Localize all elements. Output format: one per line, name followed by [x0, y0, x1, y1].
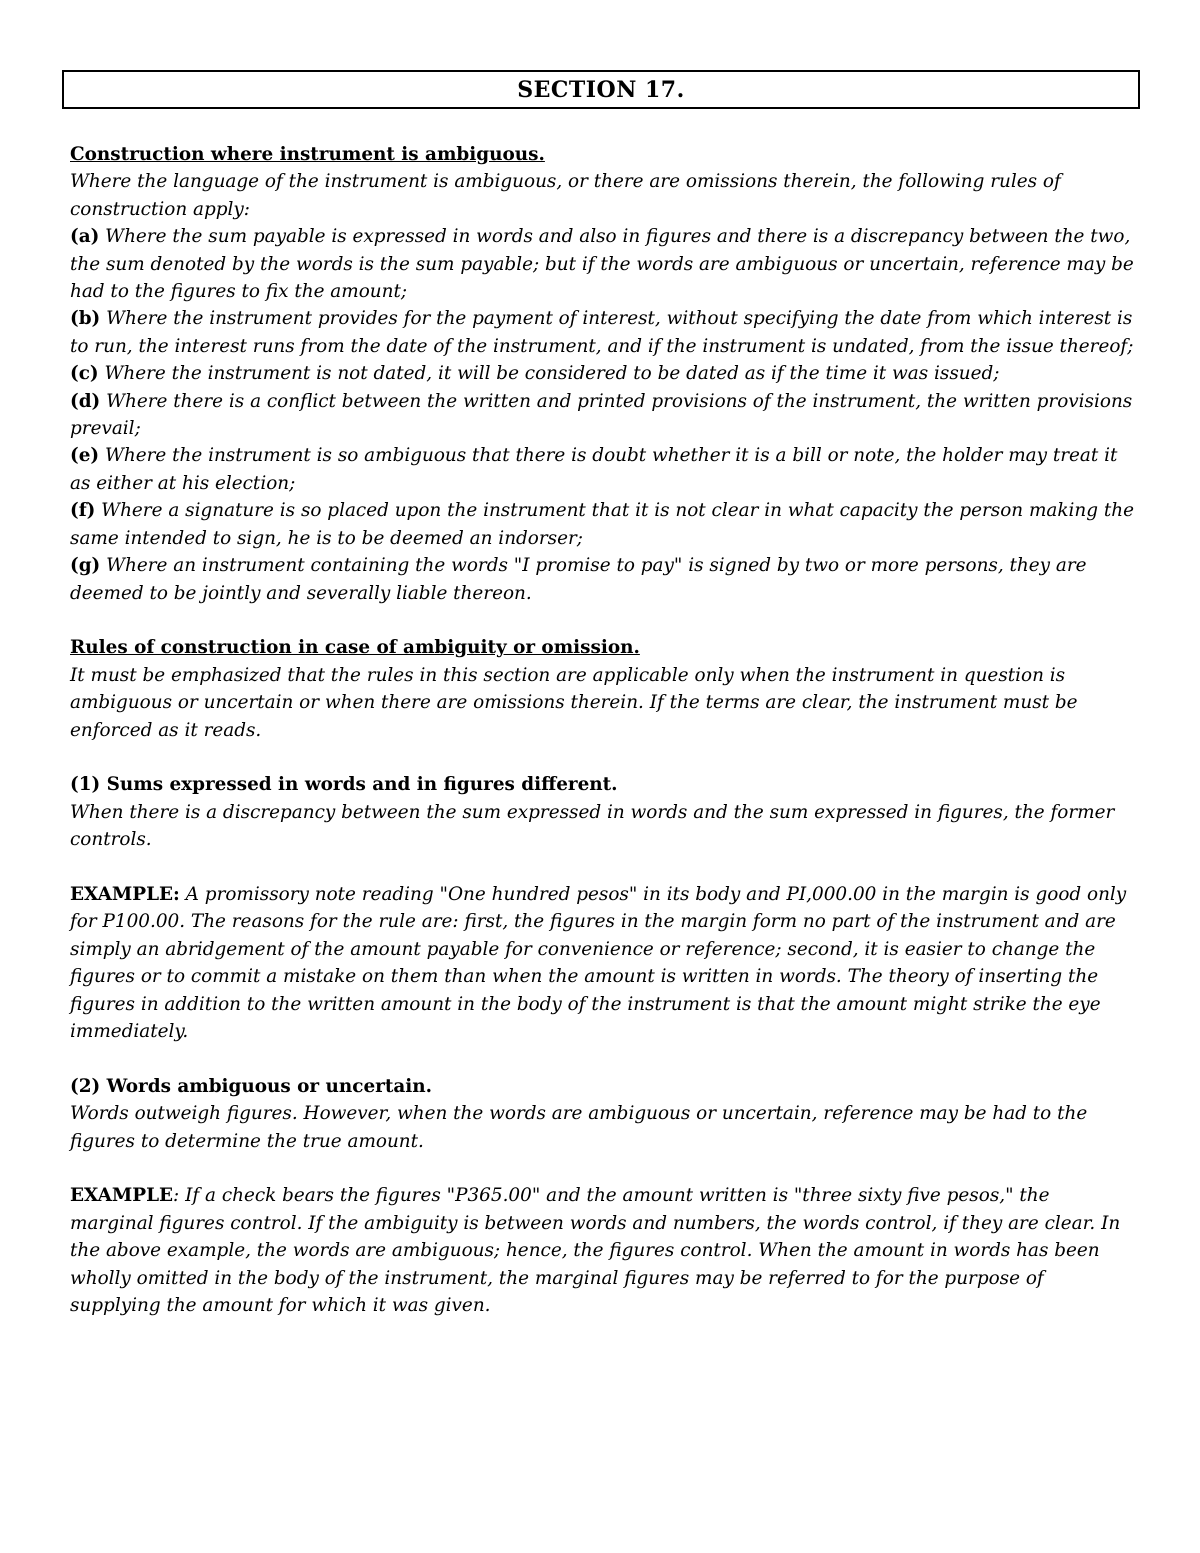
words-ambiguous-text: Words outweigh figures. However, when the words are ambiguous or uncertain, reference may be had to the figures to determine the true amount. — [70, 1103, 1088, 1152]
sums-different-text: When there is a discrepancy between the sum expressed in words and the sum expressed in figures, the former controls. — [70, 801, 1115, 851]
spacer — [70, 854, 1136, 881]
spacer — [70, 1045, 1136, 1072]
rule-item — [70, 552, 1136, 607]
rule-text: Where a signature is so placed upon the instrument that it is not clear in what capacity the person making the same intended to sign, he is to be deemed an indorser; — [70, 500, 1134, 549]
document-page — [62, 70, 1140, 1319]
words-ambiguous-heading: (2) Words ambiguous or uncertain. — [70, 1075, 433, 1097]
rule-text: Where the instrument provides for the payment of interest, without specifying the date from which interest is to run, the interest runs from the date of the instrument, and if the instrument is undated, from the issue thereof; — [70, 308, 1134, 357]
rule-label: (a) — [70, 226, 100, 248]
rule-text: Where the instrument is so ambiguous that there is doubt whether it is a bill or note, the holder may treat it as either at his election; — [70, 445, 1118, 494]
construction-heading: Construction where instrument is ambiguous. — [70, 144, 545, 165]
example-label: EXAMPLE — [70, 1185, 174, 1207]
example-text: A promissory note reading "One hundred pesos" in its body and PI,000.00 in the margin is good only for P100.00. The reasons for the rule are: first, the figures in the margin form no part of the instrument and are simply an abridgement of the amount payable for convenience or reference; second, it is easier to change the figures or to commit a mistake on them than when the amount is written in words. The theory of inserting the figures in addition to the written amount in the body of the instrument is that the amount might strike the eye immediately. — [70, 883, 1127, 1042]
rule-text: Where the instrument is not dated, it will be considered to be dated as if the time it was issued; — [98, 363, 1000, 385]
rules-construction-text: It must be emphasized that the rules in this section are applicable only when the instrument in question is ambiguous or uncertain or when there are omissions therein. If the terms are clear, the instrument must be enforced as it reads. — [70, 664, 1078, 741]
rule-item — [70, 305, 1136, 360]
rule-text: Where an instrument containing the words "I promise to pay" is signed by two or more persons, they are deemed to be jointly and severally liable thereon. — [70, 555, 1087, 604]
construction-intro: Where the language of the instrument is ambiguous, or there are omissions therein, the following rules of construction apply: — [70, 171, 1061, 220]
rule-item — [70, 442, 1136, 497]
example-label: EXAMPLE: — [70, 883, 180, 905]
rule-text: Where there is a conflict between the written and printed provisions of the instrument, the written provisions prevail; — [70, 390, 1133, 440]
rule-label: (b) — [70, 308, 101, 330]
section-title: SECTION 17. — [62, 70, 1140, 109]
spacer — [70, 1155, 1136, 1182]
rules-construction-heading: Rules of construction in case of ambiguity or omission. — [70, 637, 640, 659]
example-paragraph — [70, 881, 1136, 1045]
sums-different-heading: (1) Sums expressed in words and in figures different. — [70, 774, 618, 796]
rule-label: (e) — [70, 445, 100, 467]
rule-label: (g) — [70, 555, 101, 577]
rule-item — [70, 497, 1136, 552]
example-text: : If a check bears the figures "P365.00" and the amount written is "three sixty five pesos," the marginal figures control. If the ambiguity is between words and numbers, the words control, if they are clear. In the above example, the words are ambiguous; hence, the figures control. When the amount in words has been wholly omitted in the body of the instrument, the marginal figures may be referred to for the purpose of supplying the amount for which it was given. — [70, 1185, 1121, 1316]
rule-item — [70, 360, 1136, 387]
rule-item — [70, 223, 1136, 305]
example-paragraph — [70, 1182, 1136, 1319]
spacer — [70, 607, 1136, 634]
document-body — [62, 141, 1140, 1319]
rule-label: (d) — [70, 390, 101, 412]
rule-label: (f) — [70, 500, 96, 522]
rule-text: Where the sum payable is expressed in words and also in figures and there is a discrepancy between the two, the sum denoted by the words is the sum payable; but if the words are ambiguous or uncertain, reference may be had to the figures to fix the amount; — [70, 226, 1134, 303]
rule-label: (c) — [70, 363, 99, 385]
rule-item — [70, 388, 1136, 443]
spacer — [70, 744, 1136, 771]
